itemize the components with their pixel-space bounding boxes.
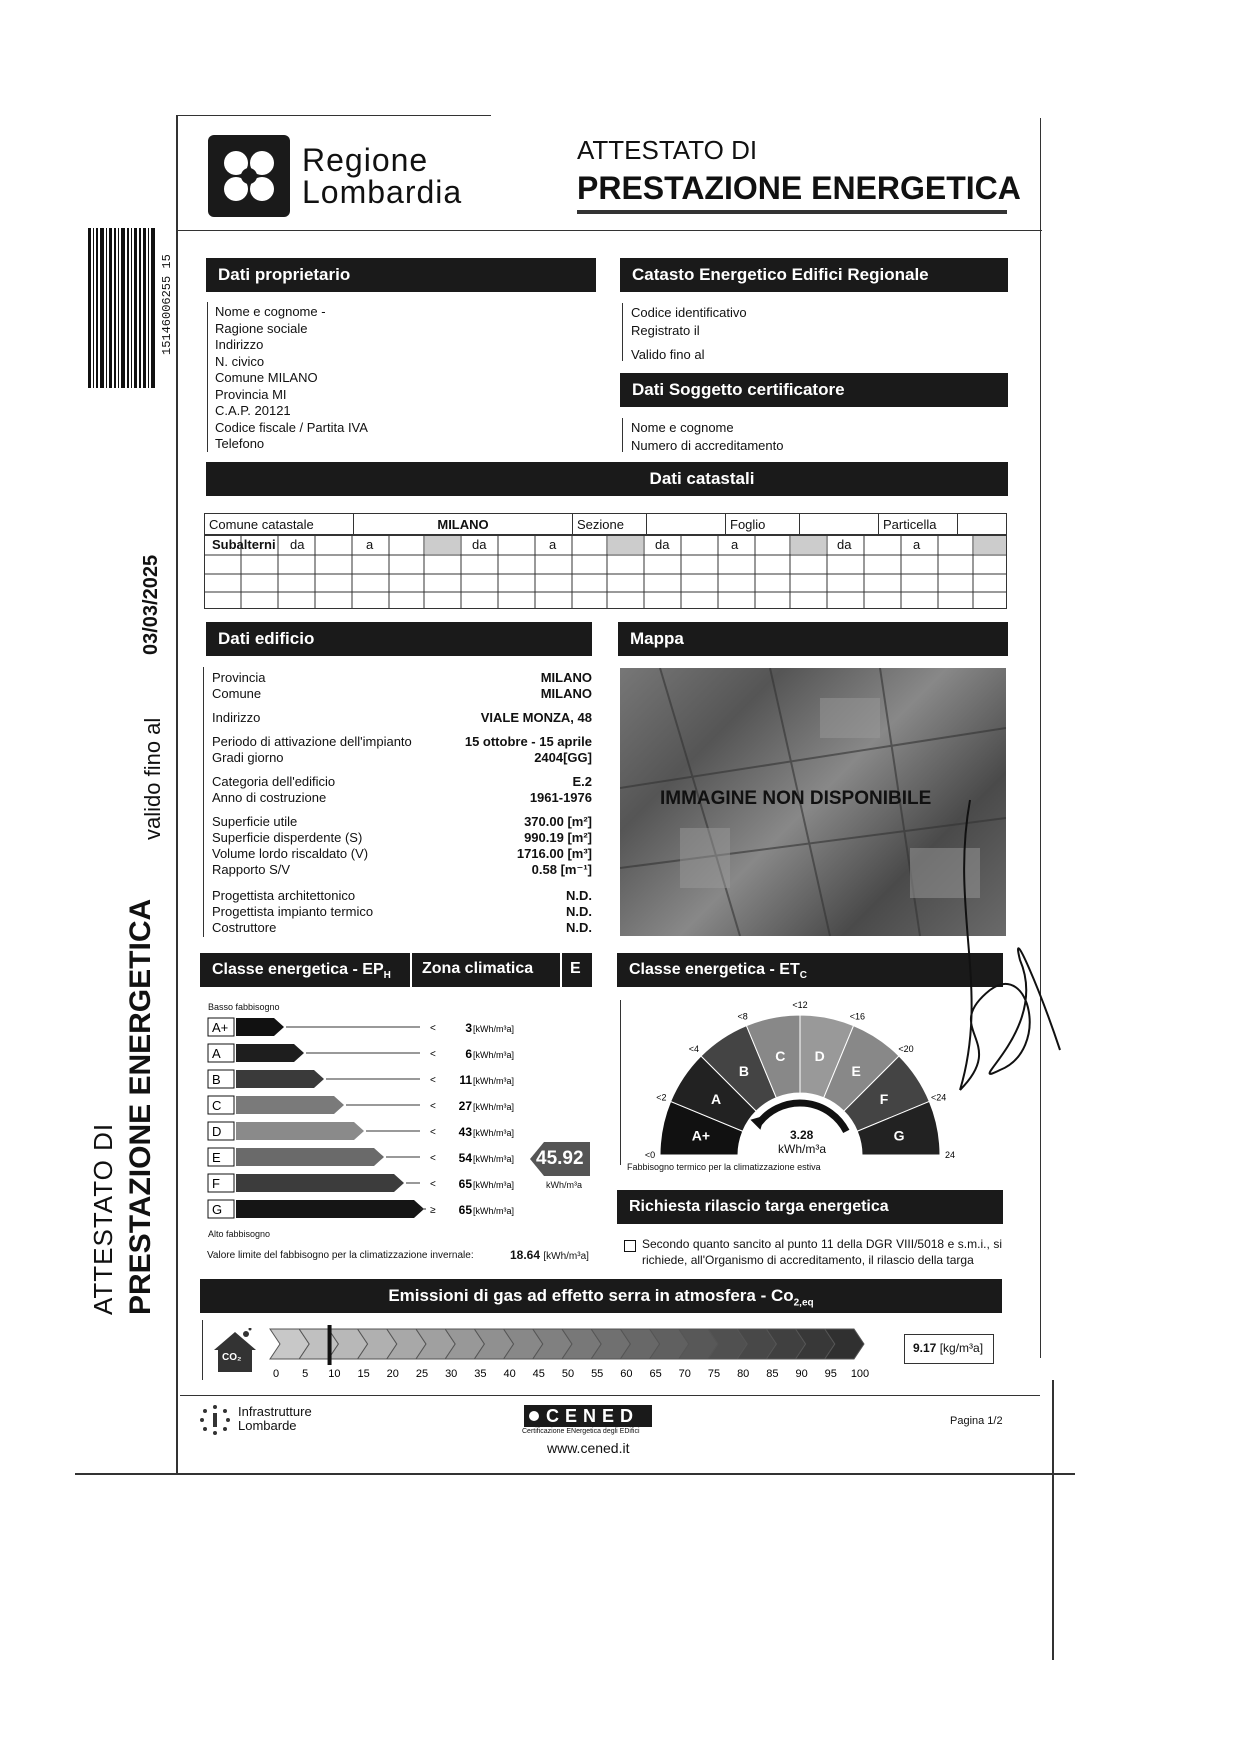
et-title: Classe energetica - ET [629, 961, 800, 978]
emissions-tick: 60 [620, 1368, 633, 1380]
cadastral-cell [800, 514, 879, 535]
building-row-value: 370.00 [m²] [524, 814, 592, 829]
catasto-line: Codice identificativo [631, 305, 747, 320]
owner-bar [206, 258, 596, 292]
building-row-label: Periodo di attivazione dell'impianto [212, 734, 412, 749]
sub-from: da [837, 537, 852, 552]
infra-name [238, 1405, 312, 1433]
building-row-label: Progettista impianto termico [212, 904, 374, 919]
building-row-value: VIALE MONZA, 48 [480, 710, 592, 725]
co2-house-graphic [212, 1328, 258, 1374]
catasto-bracket [622, 303, 623, 361]
certifier-bracket [622, 418, 623, 452]
ep-class-arrow [236, 1096, 344, 1114]
ep-class-arrow [236, 1122, 364, 1140]
ep-indicator [530, 1142, 590, 1176]
building-row-value: 0.58 [m⁻¹] [531, 862, 592, 877]
ep-class-sign: < [430, 1049, 436, 1060]
ep-limit-unit: [kWh/m³a] [543, 1251, 589, 1262]
building-row-value: 990.19 [m²] [524, 830, 592, 845]
ep-class-value: 3 [465, 1021, 472, 1035]
cened-sub: Certificazione ENergetica degli EDifici [522, 1428, 640, 1435]
ep-class-value: 65 [458, 1203, 472, 1217]
ep-class-unit: [kWh/m³a] [473, 1024, 515, 1034]
footer-website[interactable]: www.cened.it [547, 1440, 630, 1456]
owner-line: Comune MILANO [215, 370, 318, 385]
building-row-label: Volume lordo riscaldato (V) [212, 846, 369, 861]
et-segment-label: D [814, 1047, 825, 1064]
ep-class-sign: ≥ [430, 1205, 436, 1216]
ep-class-value: 11 [459, 1073, 472, 1087]
emissions-tick: 50 [561, 1368, 575, 1380]
ep-class-unit: [kWh/m³a] [473, 1180, 515, 1190]
ep-class-sign: < [430, 1153, 436, 1164]
emissions-tick: 65 [649, 1368, 662, 1380]
regione-logo [208, 135, 290, 217]
ep-class-label: C [212, 1098, 222, 1113]
emissions-tick: 55 [591, 1368, 604, 1380]
map-bar [618, 622, 1008, 656]
emissions-value-box [904, 1334, 994, 1364]
map-title: Mappa [630, 629, 684, 648]
building-row-label: Gradi giorno [212, 750, 284, 765]
infra-line1: Infrastrutture [238, 1404, 312, 1419]
certifier-line: Numero di accreditamento [631, 438, 784, 453]
ep-class-label: B [212, 1072, 221, 1087]
co2-house-icon [212, 1328, 258, 1374]
catasto-title: Catasto Energetico Edifici Regionale [632, 265, 929, 284]
cadastral-bar [206, 462, 1008, 496]
emissions-tick: 20 [386, 1368, 399, 1380]
et-unit: kWh/m³a [778, 1142, 826, 1156]
zone-value: E [570, 960, 581, 977]
catasto-lines [631, 304, 747, 364]
ep-indicator-unit: kWh/m³a [546, 1180, 582, 1190]
emissions-tick: 100 [850, 1368, 870, 1380]
ep-limit-value [510, 1248, 589, 1262]
zone-value-box [560, 953, 592, 987]
et-threshold: <16 [849, 1011, 866, 1022]
regione-logo-icon [208, 135, 290, 217]
et-segment-label: C [775, 1047, 786, 1064]
emissions-value [913, 1341, 983, 1355]
plate-title: Richiesta rilascio targa energetica [629, 1198, 889, 1215]
emissions-tick: 0 [272, 1368, 280, 1380]
plate-checkbox[interactable] [624, 1240, 636, 1252]
ep-class-value: 65 [458, 1177, 472, 1191]
cadastral-grid [204, 535, 1007, 609]
building-row-label: Provincia [212, 670, 266, 685]
et-title-sub: C [799, 970, 807, 982]
emissions-tick: 85 [766, 1368, 779, 1380]
ep-indicator-value: 45.92 [536, 1148, 584, 1169]
ep-top-note: Basso fabbisogno [208, 1002, 280, 1012]
et-needle-tip [750, 1116, 764, 1130]
sub-to: a [549, 537, 557, 552]
ep-class-label: G [212, 1202, 223, 1217]
ep-title-sub: H [383, 970, 391, 982]
emissions-tick: 10 [328, 1368, 341, 1380]
infra-logo-graphic [198, 1403, 232, 1437]
building-row-value: N.D. [566, 888, 592, 903]
co2-house-text: CO₂ [222, 1352, 242, 1363]
emissions-tick: 95 [824, 1368, 837, 1380]
emissions-tick: 40 [503, 1368, 516, 1380]
certifier-title: Dati Soggetto certificatore [632, 380, 845, 399]
catasto-line: Valido fino al [631, 347, 705, 362]
cadastral-cell [647, 514, 726, 535]
certifier-lines [631, 419, 783, 455]
building-row-value: N.D. [566, 904, 592, 919]
cadastral-cell [958, 514, 1007, 535]
ep-class-sign: < [430, 1127, 436, 1138]
et-threshold: <8 [737, 1011, 748, 1022]
ep-class-arrow [236, 1174, 404, 1192]
ep-class-sign: < [430, 1075, 436, 1086]
et-threshold: <4 [688, 1043, 700, 1054]
sub-from: da [472, 537, 487, 552]
emissions-tick: 35 [474, 1368, 487, 1380]
zone-label: Zona climatica [422, 960, 534, 977]
ep-class-arrow [236, 1070, 324, 1088]
emissions-tick: 15 [357, 1368, 370, 1380]
side-doc-title-line2: PRESTAZIONE ENERGETICA [124, 898, 157, 1315]
cened-logo [524, 1405, 652, 1427]
sub-from: da [655, 537, 670, 552]
emissions-tick: 70 [678, 1368, 691, 1380]
cadastral-row [205, 514, 1007, 535]
cadastral-cell: MILANO [354, 514, 573, 535]
map-overlay-text: IMMAGINE NON DISPONIBILE [660, 788, 932, 809]
et-threshold: <12 [792, 1000, 808, 1010]
cened-logo-text: CENED [546, 1406, 640, 1426]
building-row-label: Costruttore [212, 920, 277, 935]
side-valid-until-date: 03/03/2025 [140, 554, 162, 655]
cadastral-table [204, 513, 1007, 535]
sub-from: da [290, 537, 305, 552]
building-row-label: Superficie disperdente (S) [212, 830, 363, 845]
ep-class-sign: < [430, 1101, 436, 1112]
title-line2: PRESTAZIONE ENERGETICA [577, 170, 1021, 206]
ep-scale [200, 1012, 600, 1232]
emissions-tick: 80 [737, 1368, 750, 1380]
building-bracket [203, 667, 204, 937]
ep-class-unit: [kWh/m³a] [473, 1102, 515, 1112]
certifier-bar [620, 373, 1008, 407]
cadastral-title: Dati catastali [649, 469, 755, 488]
owner-line: C.A.P. 20121 [215, 403, 291, 418]
et-threshold: <20 [898, 1043, 914, 1054]
cadastral-cell: Foglio [726, 514, 800, 535]
ep-class-label: A+ [212, 1020, 229, 1035]
ep-class-arrow [236, 1044, 304, 1062]
ep-class-sign: < [430, 1179, 436, 1190]
emissions-tick: 75 [707, 1368, 721, 1380]
infra-line2: Lombarde [238, 1418, 297, 1433]
ep-class-label: D [212, 1124, 222, 1139]
ep-class-value: 6 [465, 1047, 472, 1061]
barcode-number: 15146006255 15 [160, 254, 174, 355]
ep-class-value: 27 [458, 1099, 472, 1113]
emissions-title-sub: 2,eq [793, 1297, 814, 1309]
ep-class-unit: [kWh/m³a] [473, 1206, 515, 1216]
owner-lines [215, 304, 368, 453]
emissions-unit: [kg/m³a] [939, 1341, 984, 1355]
logo-line1: Regione [302, 142, 429, 178]
sub-to: a [731, 537, 739, 552]
emissions-tick: 5 [302, 1368, 309, 1380]
ep-class-label: E [212, 1150, 221, 1165]
ep-class-unit: [kWh/m³a] [473, 1128, 515, 1138]
building-row-value: 2404[GG] [534, 750, 592, 765]
building-title: Dati edificio [218, 629, 315, 648]
catasto-line: Registrato il [631, 323, 700, 338]
building-row-value: 1961-1976 [529, 790, 592, 805]
et-segment-label: G [893, 1127, 905, 1144]
emissions-number: 9.17 [913, 1341, 937, 1355]
certifier-line: Nome e cognome [631, 420, 734, 435]
emissions-tick: 45 [532, 1368, 545, 1380]
ep-class-sign: < [430, 1023, 436, 1034]
emissions-tick: 25 [415, 1368, 429, 1380]
owner-line: Nome e cognome - [215, 304, 326, 319]
title-line1: ATTESTATO DI [577, 135, 758, 165]
barcode-graphic [86, 228, 158, 388]
building-row-value: MILANO [540, 686, 592, 701]
emissions-tick: 90 [795, 1368, 808, 1380]
building-row-label: Categoria dell'edificio [212, 774, 336, 789]
owner-line: Indirizzo [215, 337, 264, 352]
logo-line2: Lombardia [302, 174, 463, 210]
cadastral-grid-lines [204, 535, 1007, 609]
cadastral-cell: Particella [879, 514, 958, 535]
et-threshold: <2 [656, 1092, 667, 1103]
owner-line: Ragione sociale [215, 320, 308, 336]
barcode [86, 228, 158, 388]
building-row-value: N.D. [566, 920, 592, 935]
catasto-bar [620, 258, 1008, 292]
owner-bracket [207, 302, 208, 452]
building-row-label: Superficie utile [212, 814, 298, 829]
ep-class-label: F [212, 1176, 220, 1191]
emissions-bracket [202, 1320, 203, 1380]
ep-limit-number: 18.64 [510, 1248, 541, 1262]
ep-class-value: 54 [458, 1151, 472, 1165]
building-row-label: Progettista architettonico [212, 888, 356, 903]
ep-class-unit: [kWh/m³a] [473, 1154, 515, 1164]
et-threshold: <24 [930, 1092, 947, 1103]
et-threshold: 24 [944, 1150, 956, 1160]
ep-limit-label: Valore limite del fabbisogno per la climatizzazione invernale: [207, 1250, 474, 1261]
building-row-value: 15 ottobre - 15 aprile [464, 734, 592, 749]
et-threshold: <0 [644, 1150, 656, 1160]
ep-class-arrow [236, 1200, 424, 1218]
side-doc-title-line1: ATTESTATO DI [88, 1122, 118, 1315]
cadastral-cell: Comune catastale [205, 514, 354, 535]
title-underline [577, 210, 1007, 214]
emissions-scale [262, 1325, 882, 1385]
building-row-value: E.2 [572, 774, 592, 789]
et-segment-label: A [710, 1090, 722, 1107]
building-row-label: Anno di costruzione [212, 790, 327, 805]
owner-line: Provincia MI [215, 386, 287, 402]
ep-class-unit: [kWh/m³a] [473, 1076, 515, 1086]
emissions-title: Emissioni di gas ad effetto serra in atmosfera - Co [388, 1286, 794, 1305]
signature [930, 790, 1070, 1110]
sub-to: a [913, 537, 921, 552]
emissions-tick: 30 [445, 1368, 458, 1380]
footer-page: Pagina 1/2 [950, 1415, 1003, 1427]
ep-bottom-note: Alto fabbisogno [208, 1229, 271, 1239]
et-note: Fabbisogno termico per la climatizzazione estiva [627, 1162, 821, 1172]
ep-class-unit: [kWh/m³a] [473, 1050, 515, 1060]
building-row-value: 1716.00 [m³] [516, 846, 592, 861]
infra-logo-icon [198, 1403, 232, 1437]
ep-title: Classe energetica - EP [212, 961, 384, 978]
footer-divider [180, 1395, 1040, 1396]
et-value: 3.28 [790, 1128, 814, 1142]
ep-class-arrow [236, 1018, 284, 1036]
et-segment-label: F [879, 1090, 889, 1107]
ep-class-label: A [212, 1046, 221, 1061]
owner-line: N. civico [215, 353, 265, 369]
owner-line: Codice fiscale / Partita IVA [215, 419, 368, 435]
plate-bar [617, 1190, 1003, 1224]
side-valid-until-label: valido fino al [140, 717, 165, 840]
zone-box [410, 953, 560, 987]
building-row-label: Comune [212, 686, 262, 701]
owner-title: Dati proprietario [218, 265, 351, 284]
building-bar [206, 622, 592, 656]
plate-text: Secondo quanto sancito al punto 11 della DGR VIII/5018 e s.m.i., si richiede, all'Organismo di accreditamento, il rilascio della targa [642, 1237, 1002, 1267]
sub-to: a [366, 537, 374, 552]
emissions-bar [200, 1279, 1002, 1313]
emissions-marker [328, 1325, 332, 1365]
cened-dot-icon [529, 1411, 539, 1421]
subalterni-label: Subalterni [212, 537, 276, 552]
et-segment-label: A+ [691, 1127, 711, 1144]
et-segment-label: E [851, 1063, 861, 1080]
building-row-label: Rapporto S/V [212, 862, 291, 877]
ep-class-value: 43 [458, 1125, 472, 1139]
building-row-label: Indirizzo [212, 710, 261, 725]
building-row-value: MILANO [540, 670, 592, 685]
cadastral-cell: Sezione [573, 514, 647, 535]
owner-line: Telefono [215, 436, 265, 451]
et-segment-label: B [738, 1063, 749, 1080]
ep-class-arrow [236, 1148, 384, 1166]
